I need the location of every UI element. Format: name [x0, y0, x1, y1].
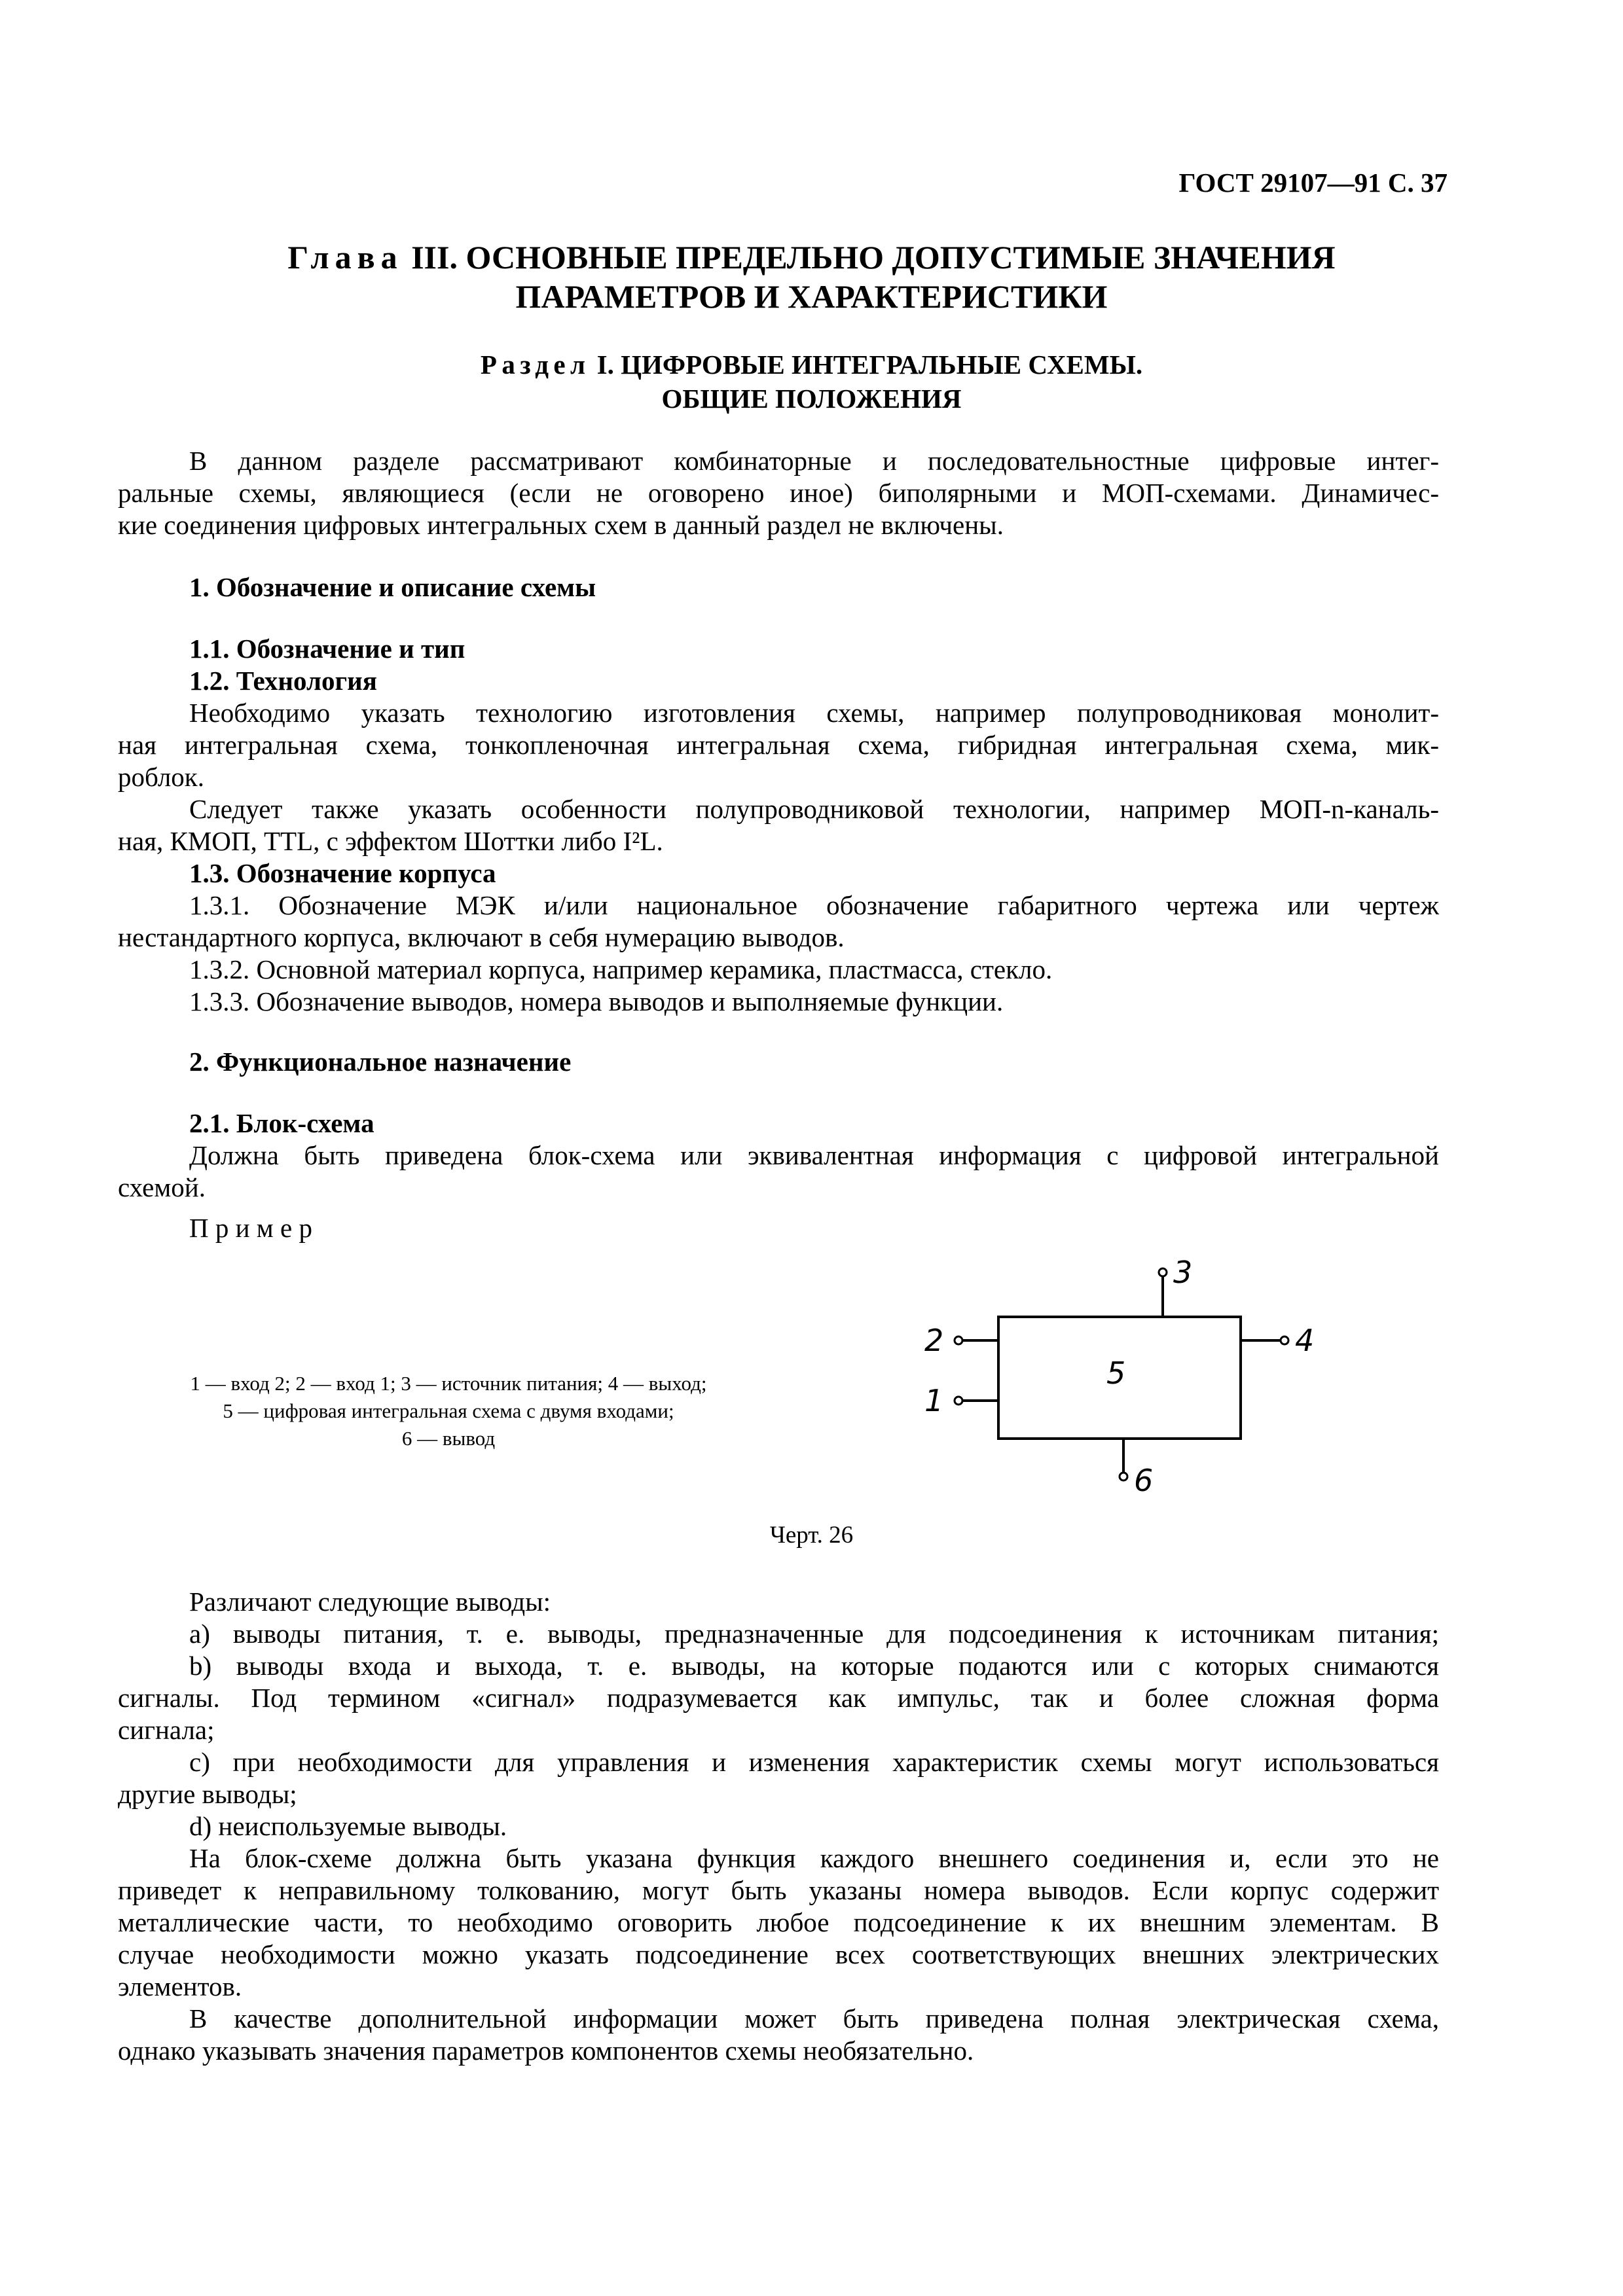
figure-caption-line-2: 5 — цифровая интегральная схема с двумя входами; — [223, 1399, 674, 1422]
item-b-line-1: b) выводы входа и выхода, т. е. выводы, на которые подаются или с которых снимаются — [189, 1651, 1439, 1681]
block-para-line-3: металлические части, то необходимо оговорить любое подсоединение к их внешним элементам. В — [118, 1907, 1439, 1937]
heading-1-1: 1.1. Обозначение и тип — [189, 634, 465, 664]
heading-1-3: 1.3. Обозначение корпуса — [189, 858, 496, 888]
p1-3-2: 1.3.2. Основной материал корпуса, например керамика, пластмасса, стекло. — [189, 954, 1053, 984]
example-label: Пример — [189, 1213, 319, 1243]
p1-3-3: 1.3.3. Обозначение выводов, номера выводов и выполняемые функции. — [189, 986, 1004, 1016]
item-c-line-1: c) при необходимости для управления и изменения характеристик схемы могут использоваться — [189, 1747, 1439, 1777]
item-d: d) неиспользуемые выводы. — [189, 1811, 507, 1841]
item-c-line-2: другие выводы; — [118, 1779, 297, 1809]
pin-2-label: 2 — [924, 1323, 944, 1358]
intro-line-1: В данном разделе рассматривают комбинаторные и последовательностные цифровые интег- — [189, 446, 1439, 476]
intro-line-2: ральные схемы, являющиеся (если не оговорено иное) биполярными и МОП-схемами. Динамичес- — [118, 478, 1439, 508]
p2-1-line-1: Должна быть приведена блок-схема или эквивалентная информация с цифровой интегральной — [189, 1140, 1439, 1170]
p2-1-line-2: схемой. — [118, 1172, 206, 1202]
figure-caption-line-1: 1 — вход 2; 2 — вход 1; 3 — источник питания; 4 — выход; — [190, 1372, 707, 1395]
pins-intro: Различают следующие выводы: — [189, 1587, 551, 1617]
chapter-title-line2: ПАРАМЕТРОВ И ХАРАКТЕРИСТИКИ — [515, 278, 1108, 315]
block-para-line-5: элементов. — [118, 1971, 242, 2001]
block-diagram — [910, 1257, 1355, 1505]
section-title-line1: Раздел I. ЦИФРОВЫЕ ИНТЕГРАЛЬНЫЕ СХЕМЫ. — [480, 350, 1143, 380]
p1-2b-line-2: ная, КМОП, TTL, с эффектом Шоттки либо I²L. — [118, 826, 663, 856]
pin-4-terminal — [1281, 1336, 1288, 1344]
chapter-title-line1: Глава III. ОСНОВНЫЕ ПРЕДЕЛЬНО ДОПУСТИМЫЕ ЗНАЧЕНИЯ — [287, 239, 1336, 276]
figure-caption — [111, 1370, 786, 1452]
p1-3-1-line-2: нестандартного корпуса, включают в себя нумерацию выводов. — [118, 922, 845, 952]
intro-line-3: кие соединения цифровых интегральных схем в данный раздел не включены. — [118, 510, 1004, 540]
page-header: ГОСТ 29107—91 С. 37 — [1178, 168, 1448, 198]
block-para-line-1: На блок-схеме должна быть указана функция каждого внешнего соединения и, если это не — [189, 1843, 1439, 1873]
item-b-line-2: сигналы. Под термином «сигнал» подразумевается как импульс, так и более сложная форма — [118, 1683, 1439, 1713]
pin-6-terminal — [1120, 1473, 1127, 1480]
pin-3-terminal — [1159, 1268, 1167, 1276]
p1-3-1-line-1: 1.3.1. Обозначение МЭК и/или национальное обозначение габаритного чертежа или чертеж — [189, 890, 1439, 920]
block-para-line-2: приведет к неправильному толкованию, могут быть указаны номера выводов. Если корпус содержит — [118, 1875, 1439, 1905]
figure-caption-line-3: 6 — вывод — [401, 1427, 496, 1450]
item-a: а) выводы питания, т. е. выводы, предназначенные для подсоединения к источникам питания; — [189, 1619, 1439, 1649]
pin-4-label: 4 — [1295, 1323, 1315, 1358]
figure-title: Черт. 26 — [769, 1522, 854, 1549]
p1-2a-line-1: Необходимо указать технологию изготовления схемы, например полупроводниковая монолит- — [189, 698, 1439, 728]
heading-1-2: 1.2. Технология — [189, 666, 377, 696]
extra-para-line-1: В качестве дополнительной информации может быть приведена полная электрическая схема, — [189, 2003, 1439, 2034]
pin-3-label: 3 — [1173, 1257, 1193, 1290]
extra-para-line-2: однако указывать значения параметров компонентов схемы необязательно. — [118, 2036, 974, 2066]
p1-2b-line-1: Следует также указать особенности полупроводниковой технологии, например МОП-n-каналь- — [189, 794, 1439, 824]
p1-2a-line-3: роблок. — [118, 762, 204, 792]
item-b-line-3: сигнала; — [118, 1715, 215, 1745]
block-para-line-4: случае необходимости можно указать подсоединение всех соответствующих внешних электрических — [118, 1939, 1439, 1969]
heading-1: 1. Обозначение и описание схемы — [189, 572, 596, 602]
pin-1-label: 1 — [924, 1383, 944, 1418]
pin-1-terminal — [955, 1397, 962, 1405]
heading-2-1: 2.1. Блок-схема — [189, 1108, 374, 1138]
heading-2: 2. Функциональное назначение — [189, 1047, 572, 1077]
pin-2-terminal — [955, 1336, 962, 1344]
section-title-line2: ОБЩИЕ ПОЛОЖЕНИЯ — [661, 384, 962, 414]
pin-6-label: 6 — [1134, 1463, 1154, 1498]
p1-2a-line-2: ная интегральная схема, тонкопленочная интегральная схема, гибридная интегральная схема, мик- — [118, 730, 1439, 760]
block-label: 5 — [1106, 1355, 1126, 1391]
